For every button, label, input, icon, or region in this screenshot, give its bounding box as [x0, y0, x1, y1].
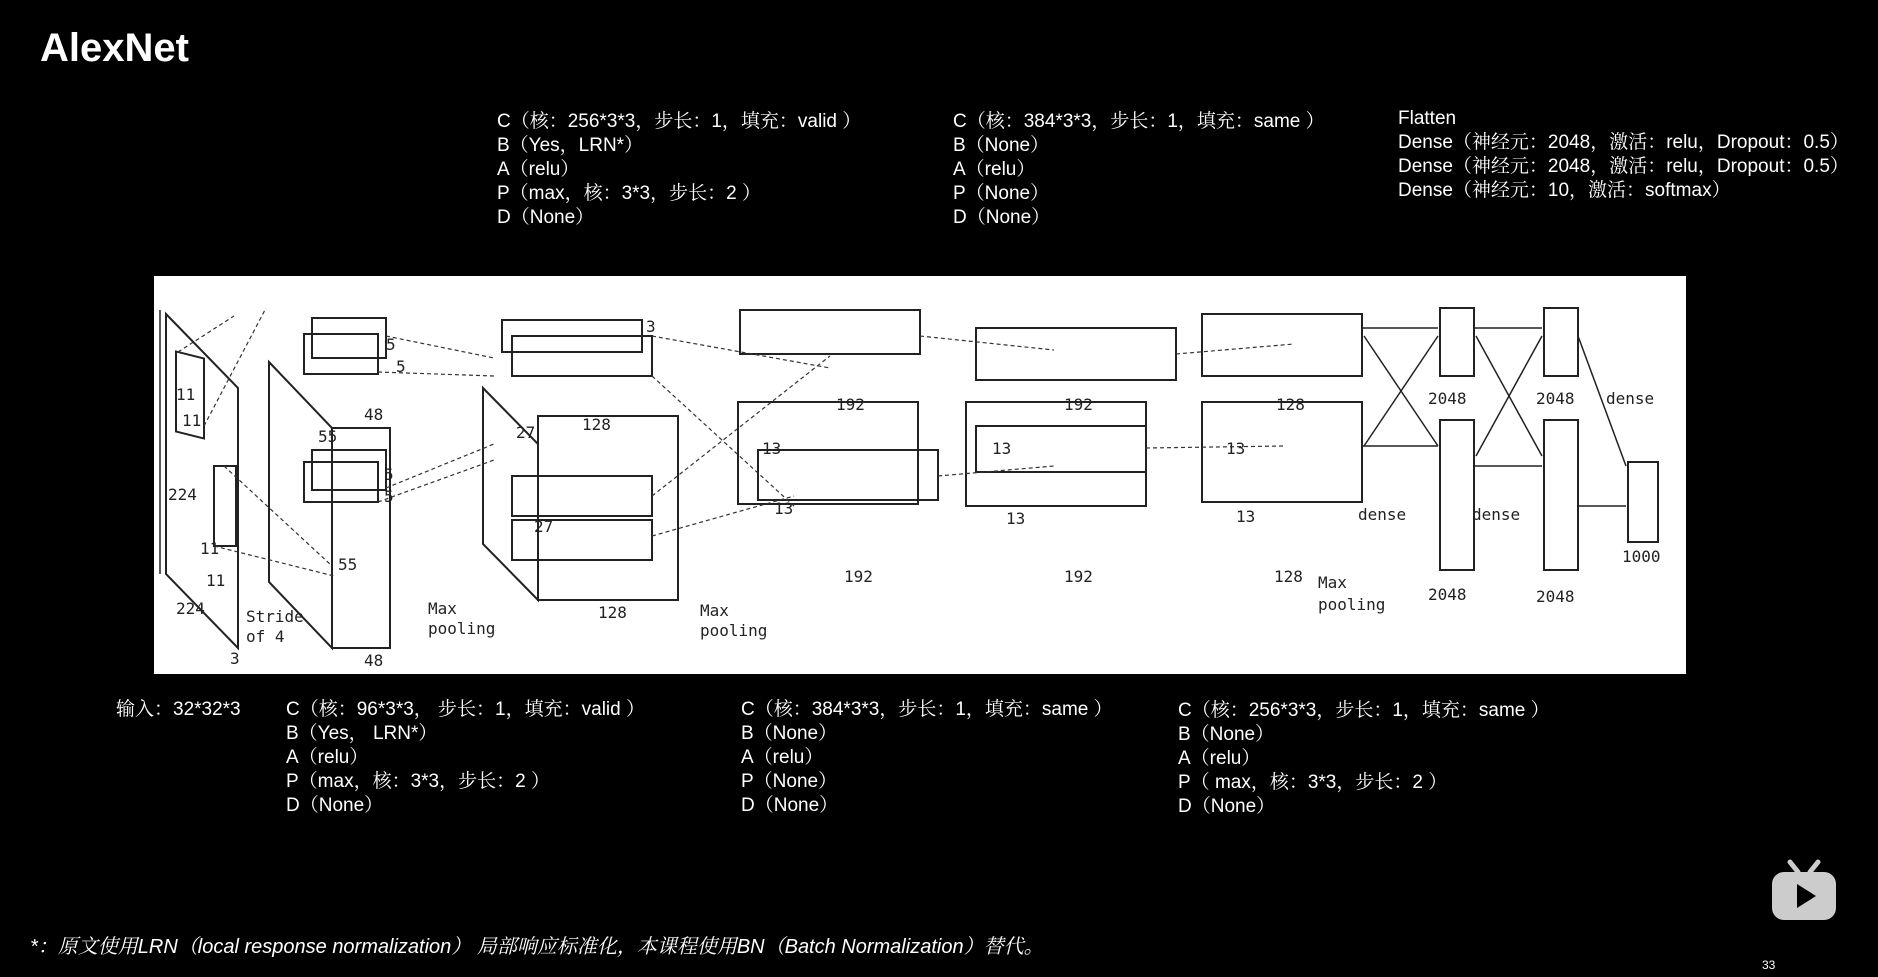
dense-label: dense — [1472, 505, 1521, 524]
dim-label: 128 — [582, 415, 611, 434]
spec-line: D（None） — [1178, 796, 1276, 817]
dim-label: 192 — [836, 395, 865, 414]
spec-line: Dense（神经元：2048，激活：relu，Dropout：0.5） — [1398, 132, 1849, 153]
spec-line: A（relu） — [953, 159, 1036, 180]
spec-line: P（None） — [741, 771, 838, 792]
dim-label: 128 — [1276, 395, 1305, 414]
spec-line: B（None） — [741, 723, 838, 744]
spec-line: B（Yes， LRN*） — [286, 723, 438, 744]
kernel-label: 11 — [176, 385, 196, 404]
kernel-label: 11 — [182, 411, 202, 430]
kernel-label: 3 — [646, 317, 656, 336]
page-number: 33 — [1762, 958, 1776, 972]
maxpool-label: Max — [1318, 573, 1347, 592]
conv5-spec — [1178, 699, 1550, 819]
dim-label: 192 — [1064, 567, 1093, 586]
spec-line: A（relu） — [741, 747, 824, 768]
maxpool-label: Max — [700, 601, 729, 620]
spec-line: C（核：96*3*3， 步长：1，填充：valid ） — [286, 699, 645, 720]
dim-label: 2048 — [1428, 585, 1467, 604]
dense-spec — [1398, 107, 1849, 203]
kernel-label: 11 — [200, 539, 220, 558]
dim-label: 55 — [338, 555, 358, 574]
dim-label: 128 — [598, 603, 627, 622]
spec-line: B（Yes，LRN*） — [497, 135, 644, 156]
footnote: *：原文使用LRN（local response normalization） 局部响应标准化，本课程使用BN（Batch Normalization）替代。 — [30, 936, 1044, 958]
dim-label: 192 — [844, 567, 873, 586]
dense-label: dense — [1358, 505, 1407, 524]
spec-line: P（None） — [953, 183, 1050, 204]
dim-label: 13 — [1236, 507, 1256, 526]
spec-line: A（relu） — [286, 747, 369, 768]
dim-label: 128 — [1274, 567, 1303, 586]
spec-line: P（ max，核：3*3，步长：2 ） — [1178, 772, 1448, 793]
conv1-volume — [269, 362, 332, 648]
dim-label: 27 — [534, 517, 554, 536]
kernel-label: 5 — [384, 487, 394, 506]
kernel-label: 5 — [386, 335, 396, 354]
spec-line: C（核：256*3*3，步长：1，填充：same ） — [1178, 700, 1550, 721]
spec-line: P（max，核：3*3，步长：2 ） — [286, 771, 550, 792]
dim-label: 2048 — [1428, 389, 1467, 408]
bilibili-tv-icon — [1770, 858, 1838, 924]
kernel-label: 11 — [206, 571, 226, 590]
maxpool-label: pooling — [1318, 595, 1386, 614]
spec-line: Flatten — [1398, 108, 1457, 129]
kernel-11-bottom — [214, 466, 236, 546]
stride-label: Stride — [246, 607, 304, 626]
spec-line: P（max，核：3*3，步长：2 ） — [497, 183, 761, 204]
spec-line: Dense（神经元：10，激活：softmax） — [1398, 180, 1731, 201]
spec-line: 输入：32*32*3 — [116, 699, 241, 720]
maxpool-label: pooling — [428, 619, 496, 638]
stride-label: of 4 — [246, 627, 285, 646]
dim-label: 55 — [318, 427, 338, 446]
spec-line: Dense（神经元：2048，激活：relu，Dropout：0.5） — [1398, 156, 1849, 177]
dim-label: 13 — [1006, 509, 1026, 528]
kernel-label: 5 — [384, 465, 394, 484]
conv3-spec — [741, 698, 1113, 818]
conv1-spec — [286, 698, 645, 818]
maxpool-label: Max — [428, 599, 457, 618]
spec-line: C（核：384*3*3，步长：1，填充：same ） — [953, 111, 1325, 132]
dim-label: 2048 — [1536, 587, 1575, 606]
conv2-spec — [497, 110, 861, 230]
spec-line: D（None） — [953, 207, 1051, 228]
spec-line: B（None） — [953, 135, 1050, 156]
input-spec — [116, 698, 241, 722]
dim-label: 48 — [364, 405, 384, 424]
spec-line: A（relu） — [497, 159, 580, 180]
dim-label: 13 — [1226, 439, 1246, 458]
input-h-label: 224 — [168, 485, 197, 504]
input-w-label: 224 — [176, 599, 205, 618]
dense-label: dense — [1606, 389, 1655, 408]
spec-line: B（None） — [1178, 724, 1275, 745]
slide-title: AlexNet — [40, 26, 189, 70]
spec-line: D（None） — [497, 207, 595, 228]
conv4-spec — [953, 110, 1325, 230]
spec-line: C（核：256*3*3，步长：1，填充：valid ） — [497, 111, 862, 132]
alexnet-architecture-diagram — [154, 276, 1686, 674]
spec-line: D（None） — [741, 795, 839, 816]
input-d-label: 3 — [230, 649, 240, 668]
spec-line: D（None） — [286, 795, 384, 816]
dim-label: 48 — [364, 651, 384, 670]
spec-line: C（核：384*3*3，步长：1，填充：same ） — [741, 699, 1113, 720]
dim-label: 192 — [1064, 395, 1093, 414]
maxpool-label: pooling — [700, 621, 768, 640]
spec-line: A（relu） — [1178, 748, 1261, 769]
dim-label: 13 — [992, 439, 1012, 458]
dim-label: 2048 — [1536, 389, 1575, 408]
dim-label: 13 — [762, 439, 782, 458]
output-label: 1000 — [1622, 547, 1661, 566]
dim-label: 27 — [516, 423, 536, 442]
dim-label: 13 — [774, 499, 794, 518]
kernel-label: 5 — [396, 357, 406, 376]
